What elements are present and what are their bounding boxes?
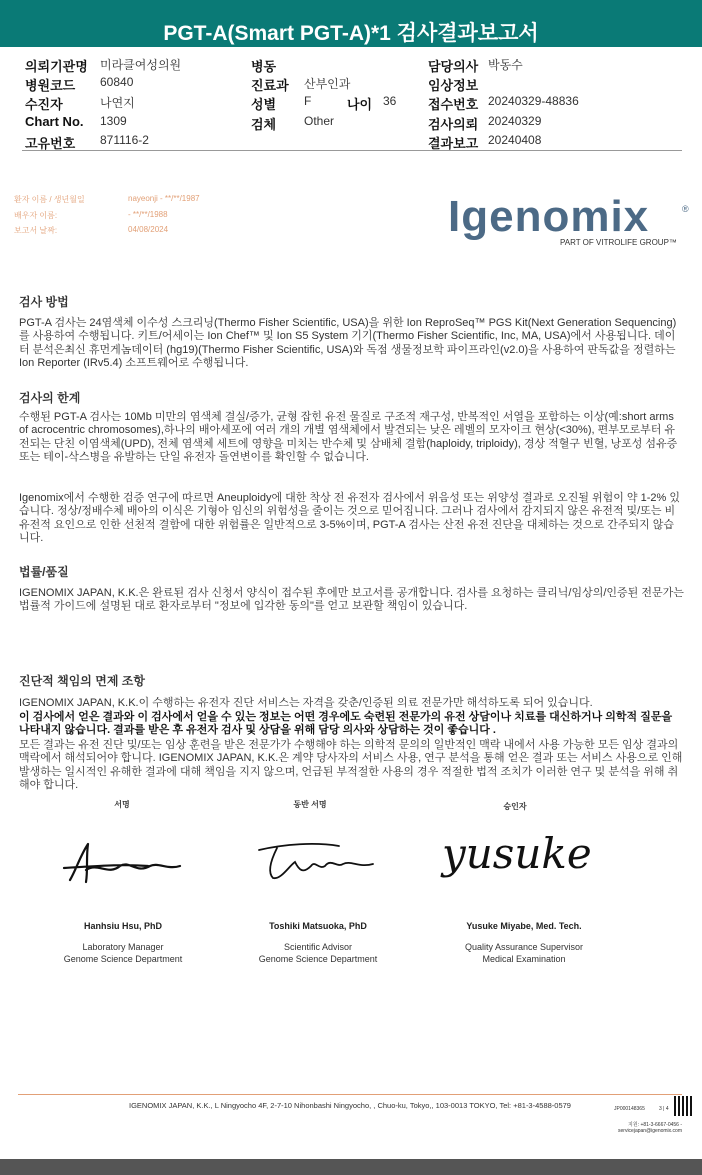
signature-matsuoka-image xyxy=(255,836,385,888)
logo-subtitle: PART OF VITROLIFE GROUP™ xyxy=(560,238,677,247)
reported-value: 20240408 xyxy=(488,133,542,147)
method-text: PGT-A 검사는 24염색체 이수성 스크리닝(Thermo Fisher Scientific, USA)을 위한 Ion ReproSeq™ PGS Kit(Next Generation Sequencing)를 사용하여 수행됩니다. 키트/어세이는 Ion Chef™ 및 Ion S5 System 기기(Thermo Fisher Scientific, Inc, MA, USA)에서 사용됩니다. 데이터 분석은최신 휴먼게놈데이터 (hg19)(Thermo Fisher Scientific, USA)와 독점 생물정보학 파이프라인(v2.0)을 사용하여 판독값을 정렬하는 Ion Reporter (IRv5.4) 소프트웨어로 수행됩니다. xyxy=(19,317,677,369)
institution-value: 미라클여성의원 xyxy=(100,58,182,72)
signature-miyabe-image xyxy=(436,820,612,892)
meta-patient xyxy=(14,194,200,205)
examinee-value: 나연지 xyxy=(100,96,135,110)
specimen-label: 검체 xyxy=(251,117,277,132)
meta-spouse-label: 배우자 이름: xyxy=(14,211,58,220)
chart-label: Chart No. xyxy=(25,114,84,129)
signature-miyabe-script: yusuke xyxy=(442,829,592,878)
hospital-code-label: 병원코드 xyxy=(25,78,76,93)
signatory-2-department: Genome Science Department xyxy=(258,954,378,964)
method-title: 검사 방법 xyxy=(19,295,69,309)
meta-patient-value: nayeonji - **/**/1987 xyxy=(128,194,200,203)
unique-label: 고유번호 xyxy=(25,136,76,151)
signatory-3-name: Yusuke Miyabe, Med. Tech. xyxy=(466,921,582,931)
disclaimer-rest: 모든 결과는 유전 진단 및/또는 임상 훈련을 받은 전문가가 수행해야 하는 의학적 문의의 일반적인 맥락 내에서 사용 가능한 모든 임상 결과의 맥락에서 해석되어야 합니다. IGENOMIX JAPAN, K.K.은 계약 당사자의 서비스 사용, 연구 분석을 통해 얻은 결과 또는 서비스 사용으로 인해 발생하는 일시적인 유해한 결과에 대해 책임을 지지 않으며, 언급된 부적절한 사용의 경우 적절한 법적 조치가 이러한 연구 및 분석을 위해 취해야 합니다. xyxy=(19,739,683,791)
receipt-value: 20240329-48836 xyxy=(488,94,579,108)
signatory-1-name: Hanhsiu Hsu, PhD xyxy=(83,921,162,931)
doctor-label: 담당의사 xyxy=(428,59,479,74)
institution-label: 의뢰기관명 xyxy=(25,59,88,74)
report-title: PGT-A(Smart PGT-A)*1 검사결과보고서 xyxy=(0,0,702,47)
signatory-2-role: Scientific Advisor xyxy=(283,942,353,952)
disclaimer-line-1: IGENOMIX JAPAN, K.K.이 수행하는 유전자 진단 서비스는 자격을 갖춘/인증된 의료 전문가만 해석하도록 되어 있습니다. xyxy=(19,697,593,709)
receipt-label: 접수번호 xyxy=(428,97,479,112)
logo-registered-mark: ® xyxy=(682,204,689,214)
header-divider xyxy=(22,150,682,151)
specimen-value: Other xyxy=(304,114,335,128)
age-label: 나이 xyxy=(347,97,373,112)
logo-wordmark: Igenomix xyxy=(448,192,650,241)
legal-text: IGENOMIX JAPAN, K.K.은 완료된 검사 신청서 양식이 접수된 후에만 보고서를 공개합니다. 검사를 요청하는 클리닉/임상의/인증된 전문가는 법률적 가이드에 설명된 대로 환자로부터 "정보에 입각한 동의"를 얻고 보관할 책임이 있습니다. xyxy=(19,587,684,613)
qr-code-icon xyxy=(674,1096,694,1116)
footer-phone: 지원: +81-3-6667-0456 - xyxy=(628,1122,682,1128)
unique-value: 871116-2 xyxy=(100,133,149,147)
signatory-3-role: Quality Assurance Supervisor xyxy=(464,942,584,952)
footer-doc-code: JP000148365 xyxy=(614,1106,645,1112)
hospital-code-value: 60840 xyxy=(100,75,134,89)
chart-value: 1309 xyxy=(100,114,127,128)
meta-report-date xyxy=(14,225,169,236)
footer-divider xyxy=(18,1094,682,1095)
disclaimer-title: 진단적 책임의 면제 조항 xyxy=(19,674,145,688)
requested-value: 20240329 xyxy=(488,114,542,128)
limits-text-1: 수행된 PGT-A 검사는 10Mb 미만의 염색체 결실/증가, 균형 잡힌 유전 물질로 구조적 재구성, 반복적인 서열을 포함하는 이상(예:short arms of acrocentric chromosomes),하나의 배아세포에 여러 개의 개별 염색체에서 발견되는 낮은 레벨의 모자이크 현상(<30%), 편부모로부터 유전되는 단친 이염색체(UPD), 전체 염색체 세트에 영향을 미치는 반수체 및 삼배체 결함(haploidy, triploidy), 경상 적혈구 빈혈, 낭포성 섬유증 또는 테이-삭스병을 유발하는 단일 유전자 돌연변이를 확인할 수 없습니다. xyxy=(19,411,678,463)
signatory-2-name: Toshiki Matsuoka, PhD xyxy=(269,921,367,931)
doctor-value: 박동수 xyxy=(488,58,523,72)
footer-address: IGENOMIX JAPAN, K.K., L Ningyocho 4F, 2-7-10 Nihonbashi Ningyocho, , Chuo-ku, Tokyo,, 103-0013 TOKYO, Tel: +81-3-4588-0579 xyxy=(129,1101,571,1110)
age-value: 36 xyxy=(383,94,397,108)
signature-hsu-image xyxy=(58,826,188,888)
sex-value: F xyxy=(304,94,312,108)
limits-text-2: Igenomix에서 수행한 검증 연구에 따르면 Aneuploidy에 대한 착상 전 유전자 검사에서 위음성 또는 위양성 결과로 오진될 위험이 약 1-2% 있습니다. 정상/정배수체 배아의 이식은 기형아 임신의 위험성을 줄이는 것으로 믿어집니다. 그러나 검사에서 감지되지 않은 유전적 및/또는 비유전적 요인으로 인한 선천적 결함에 대한 위험률은 일반적으로 3-5%이며, PGT-A 검사는 산전 유전 진단을 대체하는 것으로 간주되지 않습니다. xyxy=(19,492,680,544)
signature-head-1: 서명 xyxy=(114,800,130,809)
clinical-label: 임상정보 xyxy=(428,78,479,93)
meta-patient-label: 환자 이름 / 생년월일 xyxy=(14,195,85,204)
igenomix-logo xyxy=(448,190,694,252)
meta-report-date-value: 04/08/2024 xyxy=(128,225,169,234)
signatory-3-department: Medical Examination xyxy=(482,954,566,964)
legal-title: 법률/품질 xyxy=(19,565,69,579)
sex-label: 성별 xyxy=(251,97,277,112)
meta-report-date-label: 보고서 날짜: xyxy=(14,226,58,235)
department-label: 진료과 xyxy=(251,78,289,93)
reported-label: 결과보고 xyxy=(428,136,479,151)
requested-label: 검사의뢰 xyxy=(428,117,479,132)
ward-label: 병동 xyxy=(251,59,277,74)
bottom-bar xyxy=(0,1159,702,1175)
signatory-1-role: Laboratory Manager xyxy=(82,942,164,952)
meta-spouse-value: - **/**/1988 xyxy=(128,210,168,219)
examinee-label: 수진자 xyxy=(25,97,63,112)
signatory-1-department: Genome Science Department xyxy=(63,954,183,964)
meta-spouse xyxy=(14,210,168,221)
disclaimer-bold: 이 검사에서 얻은 결과와 이 검사에서 얻을 수 있는 정보는 어떤 경우에도 숙련된 전문가의 유전 상담이나 치료를 대신하거나 의학적 질문을 나타내지 않습니다. 결과를 받은 후 유전자 검사 및 상담을 위해 담당 의사와 상담하는 것이 좋습니다 . xyxy=(19,711,673,737)
footer-email: servicejapan@igenomix.com xyxy=(618,1128,682,1134)
limits-title: 검사의 한계 xyxy=(19,391,81,405)
department-value: 산부인과 xyxy=(304,77,351,91)
patient-info-grid xyxy=(22,52,690,152)
footer-page-number: 3 | 4 xyxy=(659,1106,669,1112)
signature-head-3: 승인자 xyxy=(503,802,527,811)
signature-head-2: 동반 서명 xyxy=(293,800,327,809)
